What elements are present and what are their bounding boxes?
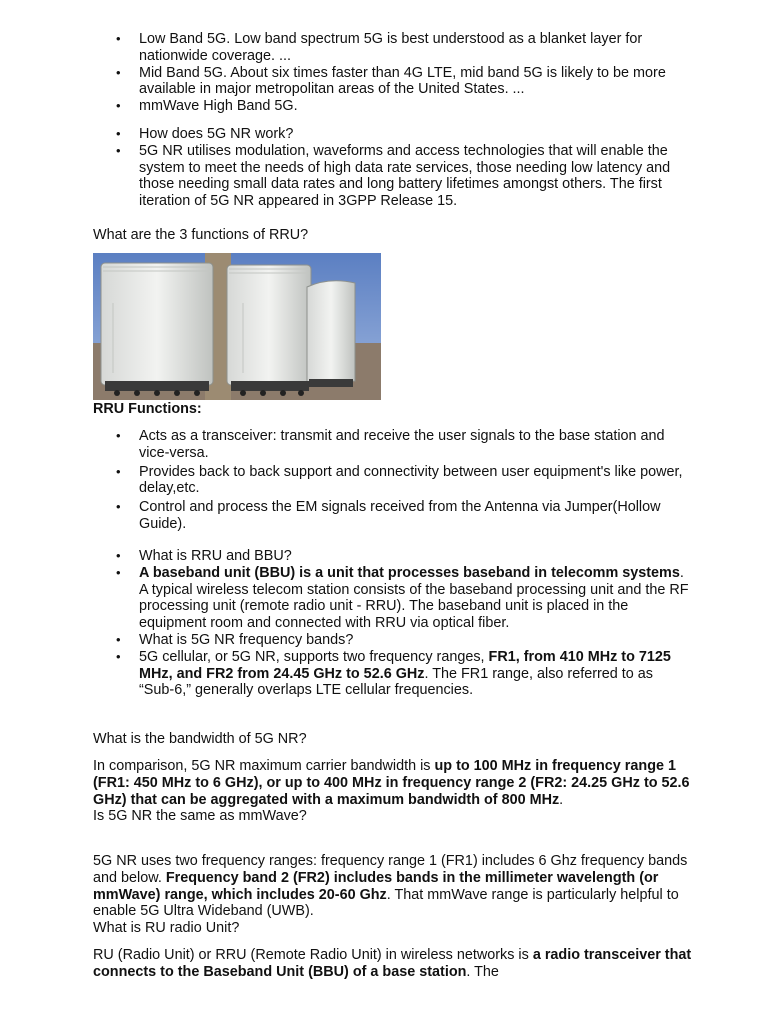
list-item — [0, 565, 690, 632]
rru-functions-heading: RRU Functions: — [93, 401, 202, 417]
ru-question: What is RU radio Unit? — [93, 920, 240, 937]
rru-bbu-list — [0, 548, 690, 699]
list-item: • 5G NR utilises modulation, waveforms and access technologies that will enable the system to meet the needs of high data rate services, those needing low latency and those needing small data rates and long battery lifetimes amongst others. The first iteration of 5G NR appeared in 3GPP Release 15. — [0, 143, 690, 210]
nr-work-list — [0, 126, 690, 210]
rru-functions-list — [0, 428, 690, 533]
mmwave-end: . That mmWave range is particularly helpful to enable 5G Ultra Wideband (UWB). — [93, 886, 679, 920]
list-item: • Acts as a transceiver: transmit and receive the user signals to the base station and vice-versa. — [0, 428, 690, 462]
bandwidth-answer — [93, 758, 693, 825]
ru-answer — [93, 947, 693, 981]
list-item: • How does 5G NR work? — [0, 126, 690, 143]
mmwave-answer — [93, 853, 693, 937]
list-item: • Low Band 5G. Low band spectrum 5G is best understood as a blanket layer for nationwide coverage. ... — [0, 31, 690, 65]
list-item: • mmWave High Band 5G. — [0, 98, 690, 115]
bandwidth-bold: up to 100 MHz in frequency range 1 (FR1: 450 MHz to 6 GHz), or up to 400 MHz in frequency range 2 (FR2: 24.25 GHz to 52.6 GHz) that can be aggregated with a maximum bandwidth of 800 MHz — [93, 758, 690, 808]
mmwave-bold: Frequency band 2 (FR2) includes bands in the millimeter wavelength (or mmWave) range, which includes 20-60 Ghz — [93, 869, 659, 903]
bbu-definition-text: . A typical wireless telecom station consists of the baseband processing unit and the RF processing unit (remote radio unit - RRU). The baseband unit is placed in the equipment room and connected with RRU via optical fiber. — [139, 564, 689, 632]
list-item: • Provides back to back support and connectivity between user equipment's like power, delay,etc. — [0, 464, 690, 498]
fr-ranges-bold: FR1, from 410 MHz to 7125 MHz, and FR2 from 24.45 GHz to 52.6 GHz — [139, 648, 671, 682]
fr-text-end: . The FR1 range, also referred to as “Sub-6,” generally overlaps LTE cellular frequencies. — [139, 665, 653, 699]
fr-text: 5G cellular, or 5G NR, supports two frequency ranges, — [139, 648, 489, 665]
mmwave-text: 5G NR uses two frequency ranges: frequency range 1 (FR1) includes 6 Ghz frequency bands and below. — [93, 853, 688, 886]
ru-text: RU (Radio Unit) or RRU (Remote Radio Unit) in wireless networks is — [93, 947, 533, 963]
list-item: • What is RRU and BBU? — [0, 548, 690, 565]
rru-functions-question: What are the 3 functions of RRU? — [93, 227, 309, 243]
mmwave-question: Is 5G NR the same as mmWave? — [93, 808, 307, 825]
bandwidth-text: In comparison, 5G NR maximum carrier bandwidth is — [93, 758, 435, 774]
rru-units-photo — [93, 253, 381, 400]
bbu-definition-bold: A baseband unit (BBU) is a unit that processes baseband in telecomm systems — [139, 564, 680, 581]
ru-end: . The — [466, 963, 499, 980]
band-list — [0, 31, 690, 115]
list-item: • What is 5G NR frequency bands? — [0, 632, 690, 649]
bandwidth-end: . — [559, 791, 564, 808]
bandwidth-question: What is the bandwidth of 5G NR? — [93, 731, 307, 747]
ru-bold: a radio transceiver that connects to the Baseband Unit (BBU) of a base station — [93, 947, 692, 980]
list-item: • Control and process the EM signals received from the Antenna via Jumper(Hollow Guide). — [0, 499, 690, 533]
list-item: • Mid Band 5G. About six times faster than 4G LTE, mid band 5G is likely to be more available in major metropolitan areas of the United States. ... — [0, 65, 690, 99]
list-item — [0, 649, 690, 699]
